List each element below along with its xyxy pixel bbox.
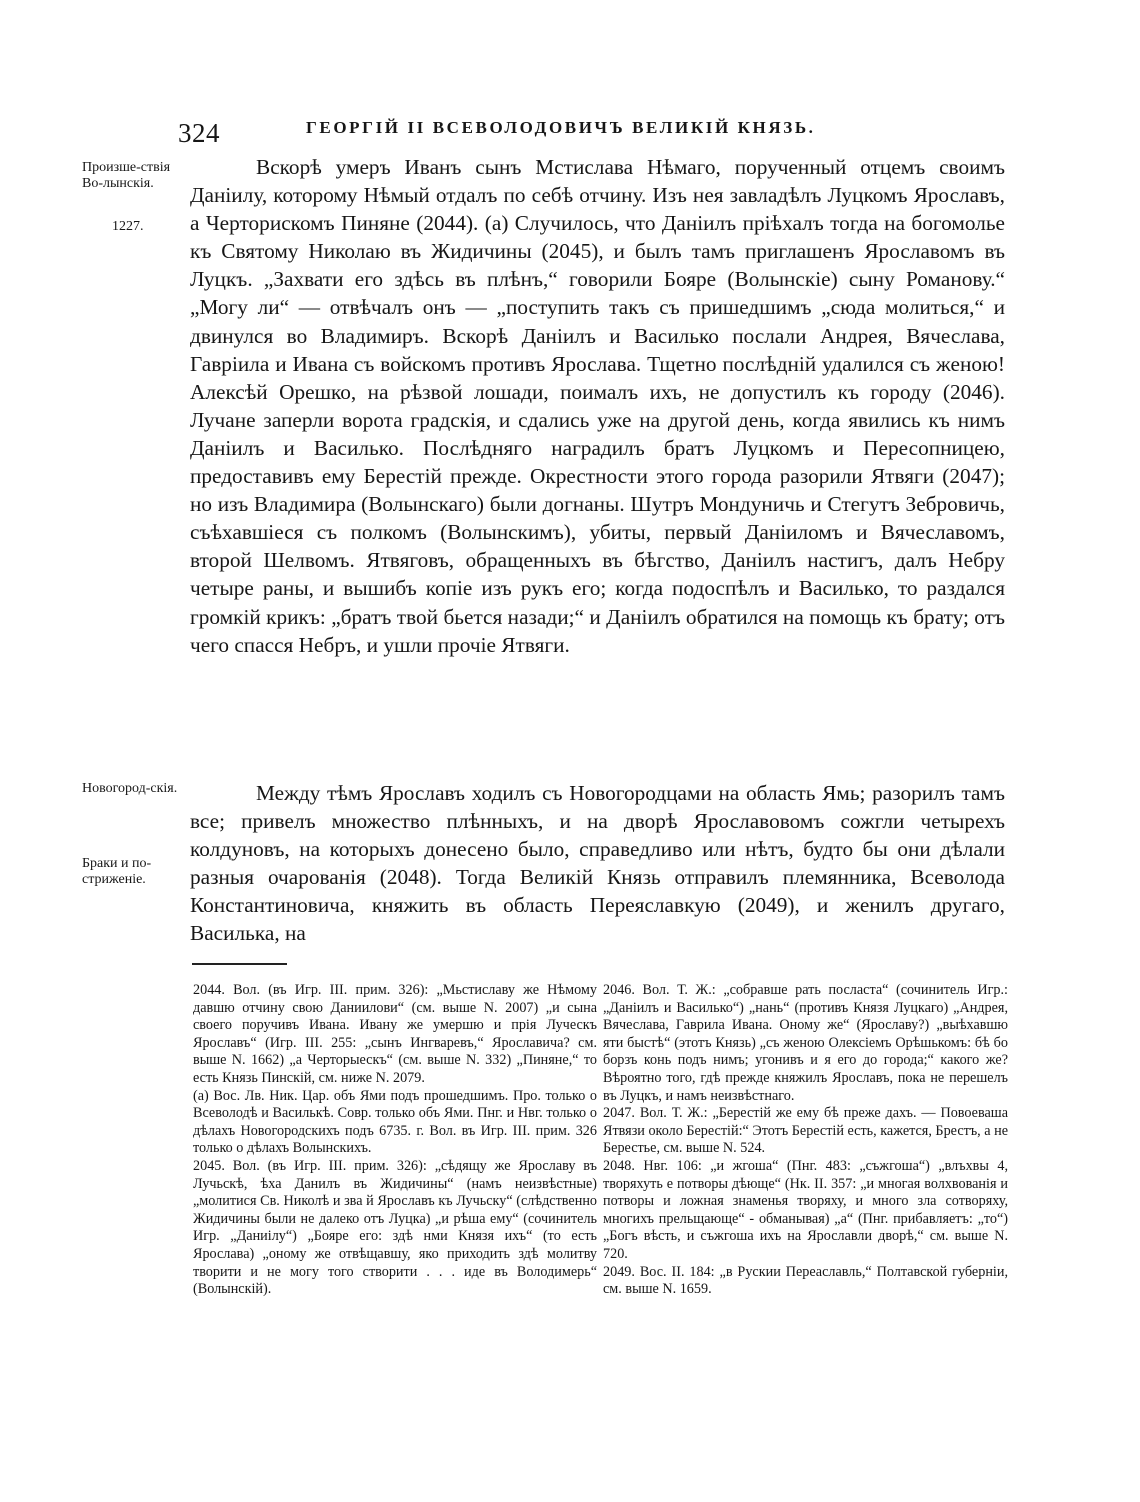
running-title: ГЕОРГІЙ II ВСЕВОЛОДОВИЧЪ ВЕЛИКІЙ КНЯЗЬ.: [306, 118, 816, 137]
footnote-2047: 2047. Вол. Т. Ж.: „Берестій же ему бѣ преже дахъ. — Повоеваша Ятвязи около Берестій:“ Этотъ Берестій есть, кажется, Брестъ, а не Берестье, см. выше N. 524.: [603, 1105, 1008, 1157]
footnote-2046: 2046. Вол. Т. Ж.: „собравше рать посласта“ (сочинитель Игр.: „Даніилъ и Василько“) „нань“ (противъ Князя Луцкаго) „Андрея, Вячеслава, Гаврила Ивана. Оному же“ (Ярославу?) „выѣхавшю яти быстѣ“ (этотъ Князь) „съ женою Олексіемъ Орѣшькомъ: бѣ бо борзъ конь подъ нимъ; угонивъ и я его до города;“ какого же? Вѣроятно того, гдѣ прежде княжилъ Ярославъ, пока не перешелъ въ Луцкъ, и намъ неизвѣстнаго.: [603, 982, 1008, 1104]
footnotes-left-column: [193, 982, 597, 1299]
footnote-2049: 2049. Вос. II. 184: „в Рускии Переаславль,“ Полтавской губерніи, см. выше N. 1659.: [603, 1263, 1008, 1298]
margin-note-volhynia: Произше-ствія Во-лынскія.: [82, 160, 171, 191]
margin-note-novgorod: Новогород-скія.: [82, 781, 178, 796]
footnote-2044: 2044. Вол. (въ Игр. III. прим. 326): „Мьстиславу же Нѣмому давшю отчину свою Даниилови“ (см. выше N. 2007) „и сына своего поручивъ Ивана. Ивану же умершю и прія Луческъ Ярославъ“ (Игр. III. 255: „сынъ Ингваревъ,“ Ярославича? см. выше N. 1662) „а Черторыескъ“ (см. выше N. 332) „Пиняне,“ то есть Князь Пинскій, см. ниже N. 2079.: [193, 982, 597, 1086]
margin-note-marriages: Браки и по-стриженіе.: [82, 856, 152, 887]
footnote-2045: 2045. Вол. (въ Игр. III. прим. 326): „сѣдящу же Ярославу въ Лучьскѣ, ѣха Данилъ въ Жидичины“ (намъ неизвѣстные) „молитися Св. Николѣ и зва й Ярославъ къ Лучьску“ (слѣдственно Жидичины были не далеко отъ Луцка) „и рѣша ему“ (сочинитель Игр. „Даниілу“) „Бояре его: здѣ нми Князя ихъ“ (то есть Ярослава) „оному же отвѣщавшу, яко приходить здѣ молитву творити и не могу того створити . . . иде въ Володимерь“ (Волынскій).: [193, 1157, 597, 1298]
footnote-divider: [192, 963, 287, 965]
footnote-2048: 2048. Нвг. 106: „и жгоша“ (Пнг. 483: „съжгоша“) „влъхвы 4, творяхуть е потворы дѣюще“ (Нк. II. 357: „и многая волхвованія и потворы и ложная знаменья творяху, и много зла сотворяху, многихъ прельщающе“ - обманывая) „а“ (Пнг. прибавляетъ: „то“) „Богъ вѣсть, и съжгоша ихъ на Ярославли дворѣ,“ см. выше N. 720.: [603, 1157, 1008, 1262]
body-paragraph-1: Вскорѣ умеръ Иванъ сынъ Мстислава Нѣмаго, порученный отцемъ своимъ Даніилу, которому Нѣмый отдалъ по себѣ отчину. Изъ нея завладѣлъ Луцкомъ Ярославъ, а Черторискомъ Пиняне (2044). (а) Случилось, что Даніилъ пріѣхалъ тогда на богомолье къ Святому Николаю въ Жидичины (2045), и былъ тамъ приглашенъ Ярославомъ въ Луцкъ. „Захвати его здѣсь въ плѣнъ,“ говорили Бояре (Волынскіе) сыну Романову.“ „Могу ли“ — отвѣчалъ онъ — „поступить такъ съ пришедшимъ „сюда молиться,“ и двинулся во Владимиръ. Вскорѣ Даніилъ и Василько послали Андрея, Вячеслава, Гавріила и Ивана съ войскомъ противъ Ярослава. Тщетно послѣдній удалился съ женою! Алексѣй Орешко, на рѣзвой лошади, поималъ ихъ, не допустилъ къ городу (2046). Лучане заперли ворота градскія, и сдались уже на другой день, когда явились къ нимъ Даніилъ и Василько. Послѣдняго наградилъ братъ Луцкомъ и Пересопницею, предоставивъ ему Берестій прежде. Окрестности этого города разорили Ятвяги (2047); но изъ Владимира (Волынскаго) были догнаны. Шутръ Мондуничь и Стегутъ Зебровичь, съѣхавшіеся съ полкомъ (Волынскимъ), убиты, первый Даніиломъ и Вячеславомъ, второй Шелвомъ. Ятвяговъ, обращенныхъ въ бѣгство, Даніилъ настигъ, далъ Небру четыре раны, и вышибъ копіе изъ рукъ его; когда подоспѣлъ и Василько, то раздался громкій крикъ: „братъ твой бьется назади;“ и Даніилъ обратился на помощь къ брату; отъ чего спасся Небръ, и ушли прочіе Ятвяги.: [190, 155, 1005, 657]
footnote-a: (а) Вос. Лв. Ник. Цар. объ Ями подъ прошедшимъ. Про. только о Всеволодѣ и Василькѣ. Совр. только объ Ями. Пнг. и Нвг. только о дѣлахъ Новогородскихъ подъ 6735. г. Вол. въ Игр. III. прим. 326 только о дѣлахъ Волынскихъ.: [193, 1087, 597, 1157]
footnotes-right-column: [603, 982, 1008, 1299]
margin-note-year: 1227.: [112, 219, 144, 234]
page-number: 324: [178, 118, 220, 148]
body-paragraph-2: Между тѣмъ Ярославъ ходилъ съ Новогородцами на область Ямь; разорилъ тамъ все; привелъ множество плѣнныхъ, и на дворѣ Ярославовомъ сожгли четырехъ колдуновъ, на которыхъ донесено было, справедливо или нѣтъ, будто бы они дѣлали разныя очарованія (2048). Тогда Великій Князь отправилъ племянника, Всеволода Константиновича, княжить въ область Переяславкую (2049), и женилъ другаго, Василька, на: [190, 781, 1005, 946]
